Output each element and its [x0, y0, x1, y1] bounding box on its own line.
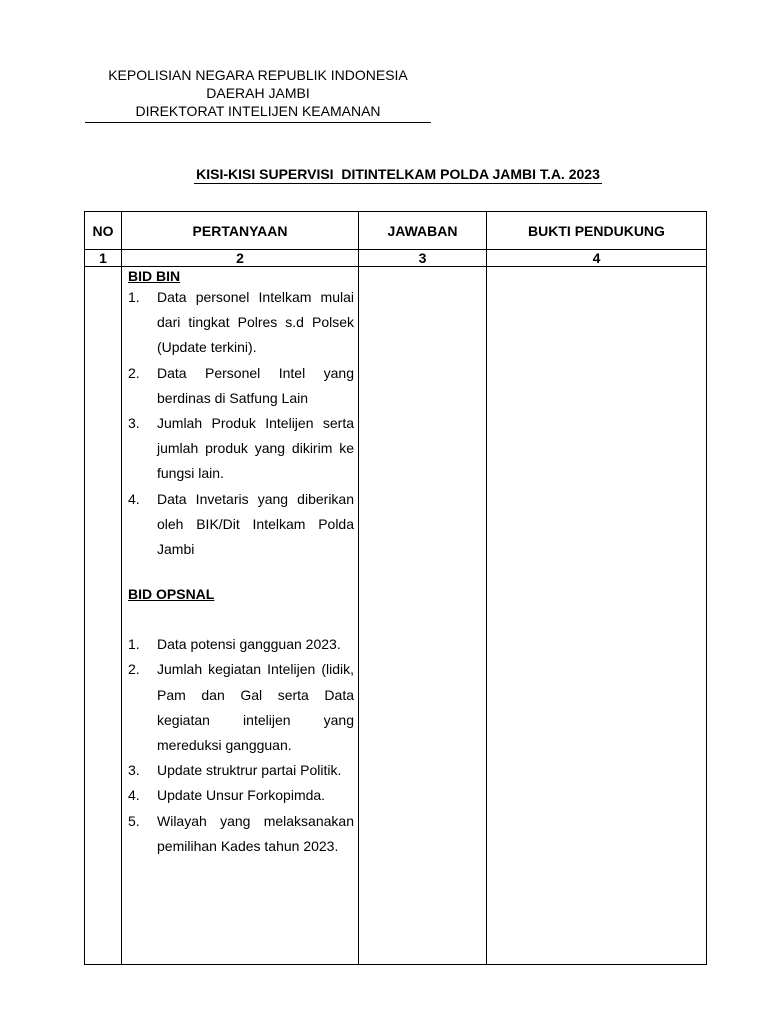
item-number: 4. — [128, 490, 140, 507]
no-cell — [85, 267, 122, 965]
item-text: Update struktrur partai Politik. — [157, 762, 342, 779]
item-text: Jumlah kegiatan Intelijen (lidik, Pam dan Gal serta Data kegiatan intelijen yang mereduksi gangguan. — [157, 661, 354, 754]
list-item — [128, 783, 354, 808]
bid-bin-list — [128, 285, 354, 562]
item-text: Data Personel Intel yang berdinas di Satfung Lain — [157, 364, 354, 406]
col-number-4: 4 — [487, 250, 707, 267]
list-item — [128, 758, 354, 783]
list-item — [128, 361, 354, 411]
item-text: Update Unsur Forkopimda. — [157, 787, 326, 804]
document-title-wrap — [0, 166, 768, 184]
col-header-jawaban: JAWABAN — [359, 212, 487, 250]
item-text: Jumlah Produk Intelijen serta jumlah produk yang dikirim ke fungsi lain. — [157, 415, 354, 482]
bid-opsnal-list — [128, 632, 354, 859]
item-number: 2. — [128, 364, 140, 381]
list-item — [128, 411, 354, 487]
list-item — [128, 657, 354, 758]
item-text: Data personel Intelkam mulai dari tingkat Polres s.d Polsek (Update terkini). — [157, 289, 354, 356]
item-number: 3. — [128, 762, 140, 779]
col-number-3: 3 — [359, 250, 487, 267]
item-text: Wilayah yang melaksanakan pemilihan Kades tahun 2023. — [157, 812, 354, 854]
col-number-2: 2 — [122, 250, 359, 267]
item-number: 2. — [128, 661, 140, 678]
bukti-pendukung-cell — [487, 267, 707, 965]
list-item — [128, 632, 354, 657]
table-body-row — [85, 267, 707, 965]
item-text: Data Invetaris yang diberikan oleh BIK/Dit Intelkam Polda Jambi — [157, 490, 354, 558]
letterhead — [85, 66, 431, 123]
col-header-bukti: BUKTI PENDUKUNG — [487, 212, 707, 250]
table-header-row — [85, 212, 707, 250]
letterhead-line-2: DAERAH JAMBI — [206, 85, 310, 101]
list-item — [128, 285, 354, 361]
item-number: 5. — [128, 812, 140, 829]
item-text: Data potensi gangguan 2023. — [157, 636, 341, 653]
letterhead-line-3: DIREKTORAT INTELIJEN KEAMANAN — [85, 102, 431, 123]
item-number: 1. — [128, 636, 140, 653]
list-item — [128, 809, 354, 859]
pertanyaan-cell — [122, 267, 359, 965]
document-title: KISI-KISI SUPERVISI DITINTELKAM POLDA JAMBI T.A. 2023 — [196, 166, 600, 182]
letterhead-line-1: KEPOLISIAN NEGARA REPUBLIK INDONESIA — [108, 67, 408, 83]
col-number-1: 1 — [85, 250, 122, 267]
jawaban-cell — [359, 267, 487, 965]
col-header-pertanyaan: PERTANYAAN — [122, 212, 359, 250]
column-number-row — [85, 250, 707, 267]
supervision-table — [84, 211, 707, 965]
item-number: 1. — [128, 289, 140, 305]
list-item — [128, 487, 354, 563]
item-number: 3. — [128, 415, 140, 432]
section-heading-bid-opsnal: BID OPSNAL — [128, 586, 215, 603]
section-heading-bid-bin: BID BIN — [128, 268, 181, 284]
col-header-no: NO — [85, 212, 122, 250]
item-number: 4. — [128, 787, 140, 804]
